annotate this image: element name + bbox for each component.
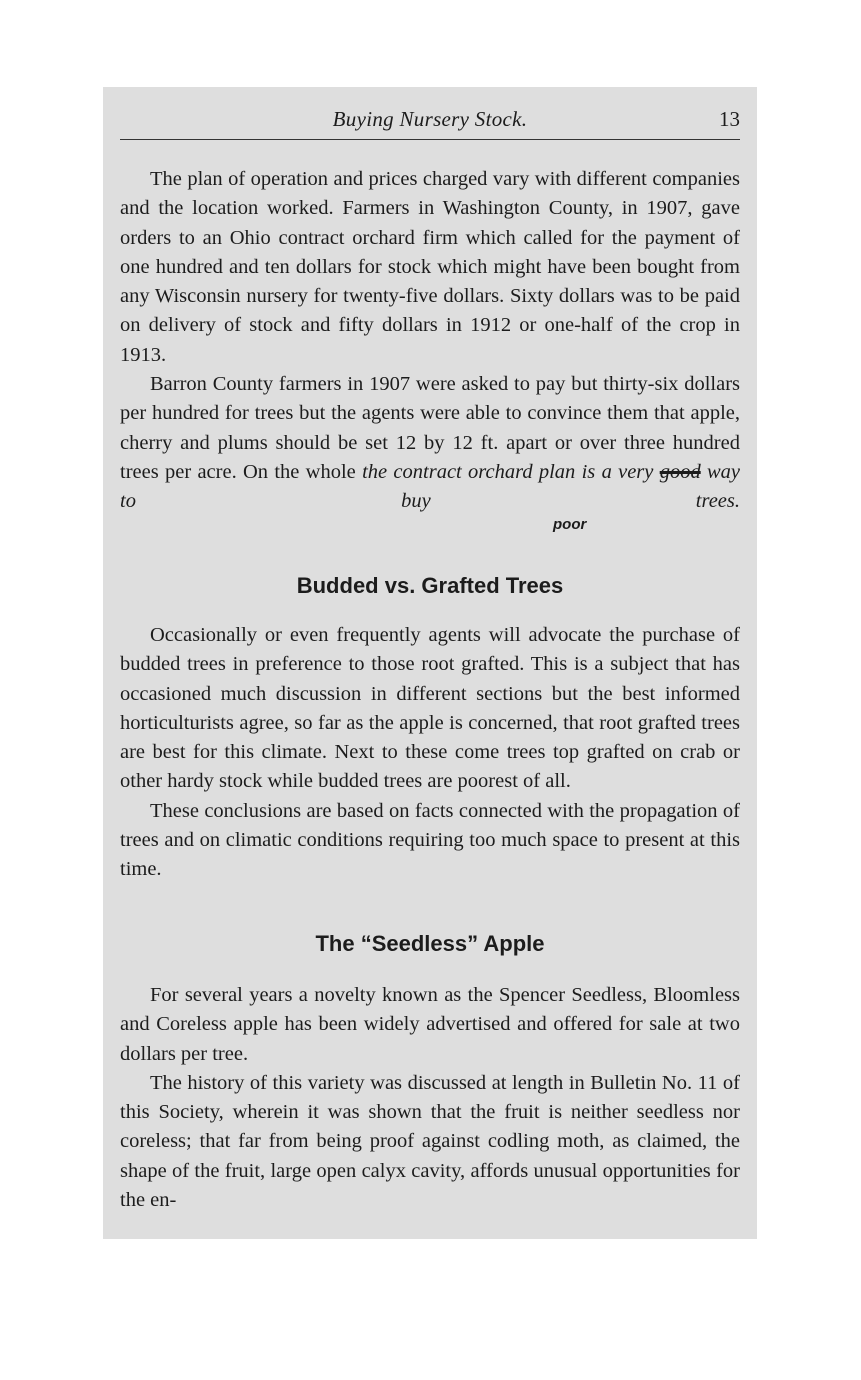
paragraph-barron-county-text: Barron County farmers in 1907 were asked to pay but thirty-six dollars per hundred for trees but the agents were able to convince them that apple, cherry and plums should be set 12 by 12 ft. apart or over three hundred trees per acre. On the whole: [120, 373, 740, 483]
section-budded-vs-grafted: [120, 621, 740, 885]
italic-phrase: the contract orchard plan is a very: [362, 460, 654, 483]
paragraph-plan-of-operation: The plan of operation and prices charged vary with different companies and the location worked. Farmers in Washington County, in 1907, gave orders to an Ohio contract orchard firm which called for the payment of one hundred and ten dollars for stock which might have been bought from any Wisconsin nursery for twenty-five dollars. Sixty dollars was to be paid on delivery of stock and fifty dollars in 1912 or one-half of the crop in 1913.: [120, 168, 740, 366]
section-seedless-apple: [120, 981, 740, 1215]
page-header: [120, 105, 740, 140]
book-page: [103, 87, 757, 1239]
running-title: Buying Nursery Stock.: [332, 107, 528, 131]
paragraph-barron-county: [120, 370, 740, 516]
heading-seedless-apple: The “Seedless” Apple: [315, 931, 545, 956]
page-number: 13: [719, 107, 740, 131]
italic-phrase-end: way to buy trees.: [120, 460, 741, 513]
struck-word: good: [659, 460, 701, 483]
paragraph-history: The history of this variety was discussed at length in Bulletin No. 11 of this Society, wherein it was shown that the fruit is neither seedless nor coreless; that far from being proof against codling moth, as claimed, the shape of the fruit, large open calyx cavity, affords unusual opportunities for the en-: [120, 1071, 740, 1212]
paragraph-spencer-seedless: For several years a novelty known as the Spencer Seedless, Bloomless and Coreless apple has been widely advertised and offered for sale at two dollars per tree.: [120, 984, 740, 1065]
paragraph-conclusions: These conclusions are based on facts connected with the propagation of trees and on climatic conditions requiring too much space to present at this time.: [120, 799, 740, 881]
paragraph-budded-trees: Occasionally or even frequently agents will advocate the purchase of budded trees in preference to those root grafted. This is a subject that has occasioned much discussion in different sections but the best informed horticulturists agree, so far as the apple is concerned, that root grafted trees are best for this climate. Next to these come trees top grafted on crab or other hardy stock while budded trees are poorest of all.: [120, 624, 740, 793]
heading-budded-vs-grafted: Budded vs. Grafted Trees: [296, 573, 564, 598]
section-contract-orchards: [120, 165, 740, 517]
handwritten-correction: poor: [553, 516, 587, 533]
